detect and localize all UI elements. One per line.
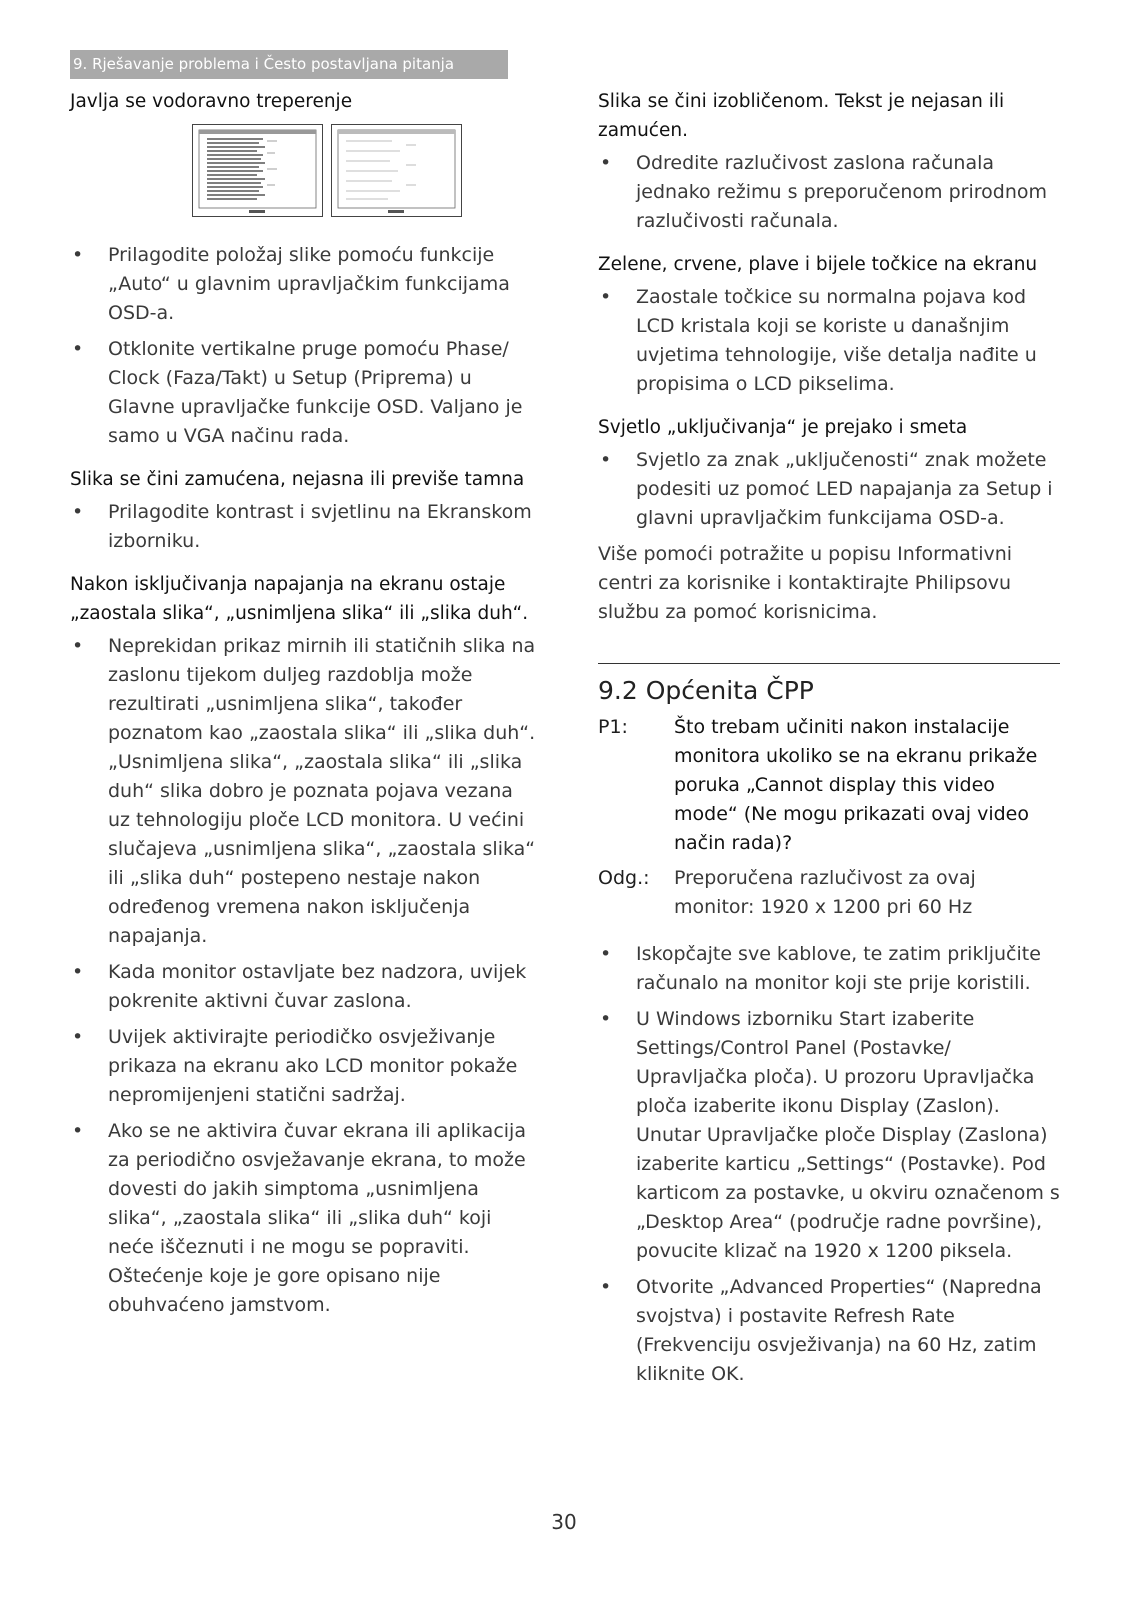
power-light-bullet-list	[598, 446, 1060, 533]
answer-bullet-list	[598, 940, 1060, 1389]
list-item: • Neprekidan prikaz mirnih ili statičnih slika na zaslonu tijekom duljeg razdoblja može rezultirati „usnimljena slika“, također poznatom kao „zaostala slika“ ili „slika duh“. „Usnimljena slika“, „zaostala slika“ ili „slika duh“ slika dobro je poznata pojava vezana uz tehnologiju ploče LCD monitora. U većini slučajeva „usnimljena slika“, „zaostala slika“ ili „slika duh“ postepeno nestaje nakon određenog vremena nakon isključenja napajanja.	[72, 635, 536, 947]
dots-bullet-list	[598, 283, 1060, 399]
list-item: • Kada monitor ostavljate bez nadzora, uvijek pokrenite aktivni čuvar zaslona.	[72, 961, 527, 1012]
list-item: • U Windows izborniku Start izaberite Settings/Control Panel (Postavke/ Upravljačka ploča). U prozoru Upravljačka ploča izaberite ikonu Display (Zaslon). Unutar Upravljačke ploče Display (Zaslona) izaberite karticu „Settings“ (Postavke). Pod karticom za postavke, u okviru označenom s „Desktop Area“ (područje radne površine), povucite klizač na 1920 x 1200 piksela.	[600, 1008, 1060, 1262]
section-heading-dots: Zelene, crvene, plave i bijele točkice na ekranu	[598, 254, 1038, 275]
list-item: • Zaostale točkice su normalna pojava kod LCD kristala koji se koriste u današnjim uvjetima tehnologije, više detalja nađite u propisima o LCD pikselima.	[600, 286, 1037, 395]
question-text: Što trebam učiniti nakon instalacije monitora ukoliko se na ekranu prikaže poruka „Cannot display this video mode“ (Ne mogu prikazati ovaj video način rada)?	[674, 716, 1038, 854]
flicker-illustration	[192, 124, 540, 217]
help-paragraph: Više pomoći potražite u popisu Informativni centri za korisnike i kontaktirajte Philipsovu službu za pomoć korisnicima.	[598, 543, 1013, 623]
list-item: • Otklonite vertikalne pruge pomoću Phase/ Clock (Faza/Takt) u Setup (Priprema) u Glavne upravljačke funkcije OSD. Valjano je samo u VGA načinu rada.	[72, 338, 523, 447]
section-title-general-faq: 9.2 Općenita ČPP	[598, 663, 1060, 705]
section-heading-horizontal-flicker: Javlja se vodoravno treperenje	[70, 91, 353, 112]
question-label: P1:	[598, 716, 628, 738]
section-heading-image-retention: Nakon isključivanja napajanja na ekranu ostaje „zaostala slika“, „usnimljena slika“ ili „slika duh“.	[70, 574, 529, 624]
section-heading-power-light: Svjetlo „uključivanja“ je prejako i smeta	[598, 417, 968, 438]
section-heading-blurry-image: Slika se čini zamućena, nejasna ili previše tamna	[70, 469, 525, 490]
distorted-bullet-list	[598, 149, 1060, 236]
list-item: • Otvorite „Advanced Properties“ (Napredna svojstva) i postavite Refresh Rate (Frekvenciju osvježivanja) na 60 Hz, zatim kliknite OK.	[600, 1276, 1042, 1385]
page-number: 30	[551, 1510, 577, 1534]
list-item: • Odredite razlučivost zaslona računala jednako režimu s preporučenom prirodnom razlučivosti računala.	[600, 152, 1048, 232]
answer-row	[598, 864, 1060, 922]
flicker-screen-after-image	[331, 124, 462, 217]
left-column	[70, 87, 540, 1327]
list-item: • Uvijek aktivirajte periodičko osvježivanje prikaza na ekranu ako LCD monitor pokaže nepromijenjeni statični sadržaj.	[72, 1026, 518, 1106]
chapter-breadcrumb: 9. Rješavanje problema i Često postavljana pitanja	[70, 50, 508, 79]
answer-label: Odg.:	[598, 867, 650, 889]
right-column	[598, 87, 1060, 1396]
flicker-bullet-list	[70, 241, 540, 451]
list-item: • Iskopčajte sve kablove, te zatim priključite računalo na monitor koji ste prije koristili.	[600, 943, 1041, 994]
list-item: • Prilagodite položaj slike pomoću funkcije „Auto“ u glavnim upravljačkim funkcijama OSD-a.	[72, 244, 510, 324]
question-row	[598, 713, 1060, 858]
list-item: • Ako se ne aktivira čuvar ekrana ili aplikacija za periodično osvježavanje ekrana, to može dovesti do jakih simptoma „usnimljena slika“, „zaostala slika“ ili „slika duh“ koji neće iščeznuti i ne mogu se popraviti. Oštećenje koje je gore opisano nije obuhvaćeno jamstvom.	[72, 1120, 526, 1316]
flicker-screen-before-image	[192, 124, 323, 217]
retention-bullet-list	[70, 632, 540, 1320]
answer-text: Preporučena razlučivost za ovaj monitor: 1920 x 1200 pri 60 Hz	[674, 867, 976, 918]
list-item: • Prilagodite kontrast i svjetlinu na Ekranskom izborniku.	[72, 501, 532, 552]
list-item: • Svjetlo za znak „uključenosti“ znak možete podesiti uz pomoć LED napajanja za Setup i glavni upravljačkim funkcijama OSD-a.	[600, 449, 1053, 529]
section-heading-distorted-image: Slika se čini izobličenom. Tekst je nejasan ili zamućen.	[598, 91, 1005, 141]
blurry-bullet-list	[70, 498, 540, 556]
